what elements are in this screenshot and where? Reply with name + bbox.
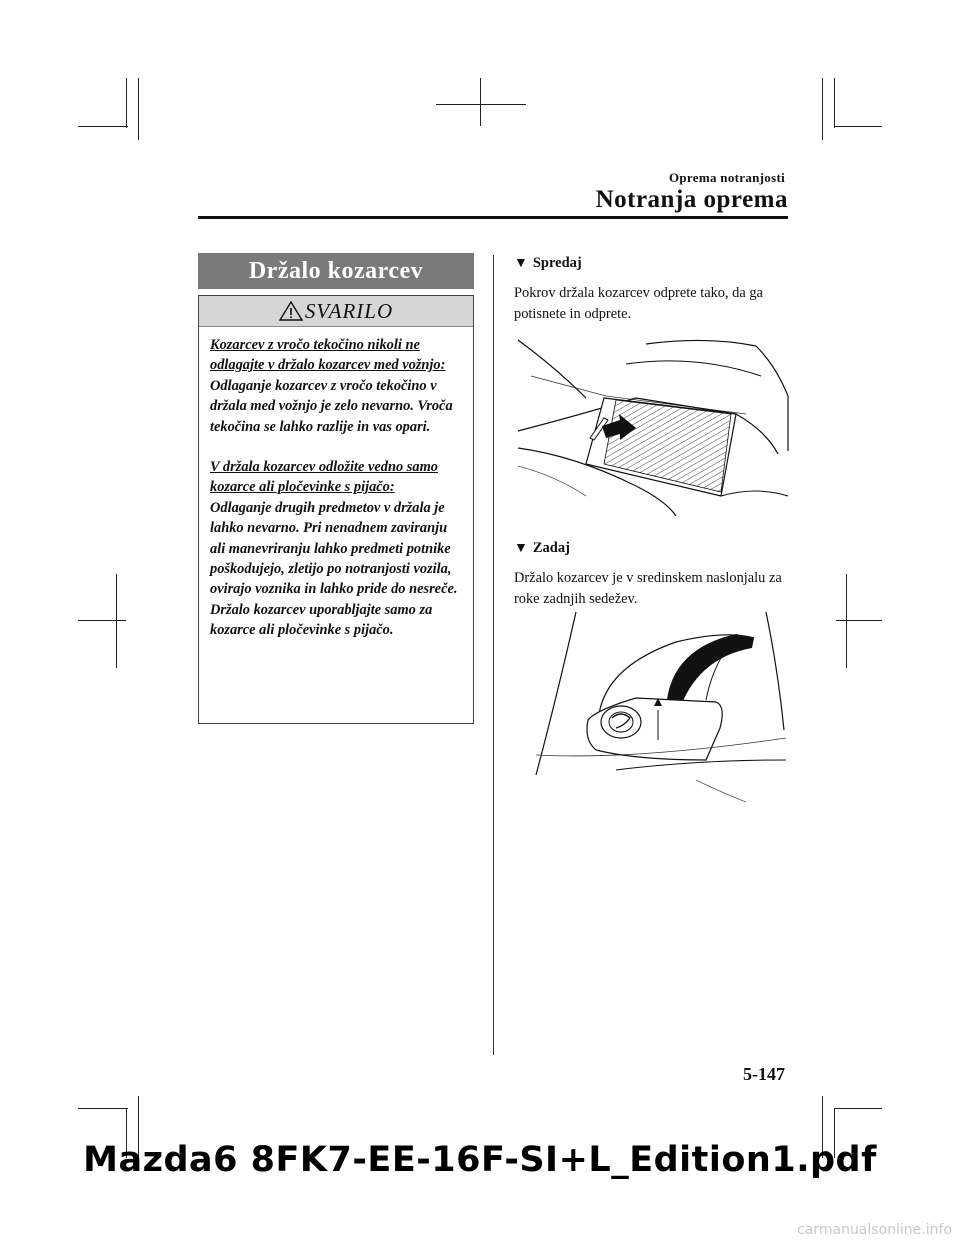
crop-mark bbox=[836, 620, 882, 621]
subheading-label: Spredaj bbox=[532, 255, 582, 271]
paragraph-front: Pokrov držala kozarcev odprete tako, da ga potisnete in odprete. bbox=[514, 285, 763, 322]
warning-body bbox=[199, 327, 473, 641]
crop-mark bbox=[834, 1108, 882, 1109]
warning-title: SVARILO bbox=[304, 298, 394, 323]
paragraph-rear: Držalo kozarcev je v sredinskem naslonjalu za roke zadnjih sedežev. bbox=[514, 570, 782, 607]
section-label: Oprema notranjosti bbox=[668, 170, 785, 185]
crop-mark bbox=[126, 78, 127, 128]
warning-triangle-icon bbox=[279, 301, 303, 321]
crop-mark bbox=[436, 104, 526, 105]
crop-mark bbox=[834, 78, 835, 128]
page-title: Notranja oprema bbox=[595, 186, 788, 213]
warning-text: Odlaganje drugih predmetov v držala je lahko nevarno. Pri nenadnem zaviranju ali manevriranju lahko predmeti potnike poškodujejo, zletijo po notranjosti vozila, ovirajo voznika in lahko pride do nesreče. Držalo kozarcev uporabljajte samo za kozarce ali pločevinke s pijačo. bbox=[210, 499, 458, 639]
crop-mark bbox=[138, 78, 139, 140]
rear-cupholder-illustration bbox=[516, 610, 791, 810]
crop-mark bbox=[78, 126, 128, 127]
header-rule bbox=[198, 216, 788, 219]
warning-lead: Kozarcev z vročo tekočino nikoli ne odlagajte v držalo kozarcev med vožnjo: bbox=[210, 337, 446, 374]
subheading-rear bbox=[514, 540, 570, 557]
warning-box bbox=[198, 295, 474, 724]
warning-lead: V držala kozarcev odložite vedno samo kozarce ali pločevinke s pijačo: bbox=[210, 459, 438, 496]
document-filename: Mazda6 8FK7-EE-16F-SI+L_Edition1.pdf bbox=[83, 1140, 877, 1180]
warning-header bbox=[199, 296, 473, 327]
triangle-down-icon: ▼ bbox=[514, 540, 528, 556]
crop-mark bbox=[834, 126, 882, 127]
subheading-front bbox=[514, 255, 582, 272]
front-cupholder-illustration bbox=[516, 336, 791, 516]
crop-mark bbox=[116, 574, 117, 668]
triangle-down-icon: ▼ bbox=[514, 255, 528, 271]
watermark: carmanualsonline.info bbox=[797, 1222, 952, 1238]
section-banner: Držalo kozarcev bbox=[198, 253, 474, 289]
subheading-label: Zadaj bbox=[532, 540, 570, 556]
page-number: 5-147 bbox=[743, 1064, 785, 1084]
warning-text: Odlaganje kozarcev z vročo tekočino v držala med vožnjo je zelo nevarno. Vroča tekočina se lahko razlije in vas opari. bbox=[210, 377, 453, 435]
crop-mark bbox=[846, 574, 847, 668]
crop-mark bbox=[822, 78, 823, 140]
crop-mark bbox=[480, 78, 481, 126]
column-divider bbox=[493, 255, 494, 1055]
crop-mark bbox=[78, 620, 126, 621]
crop-mark bbox=[78, 1108, 128, 1109]
